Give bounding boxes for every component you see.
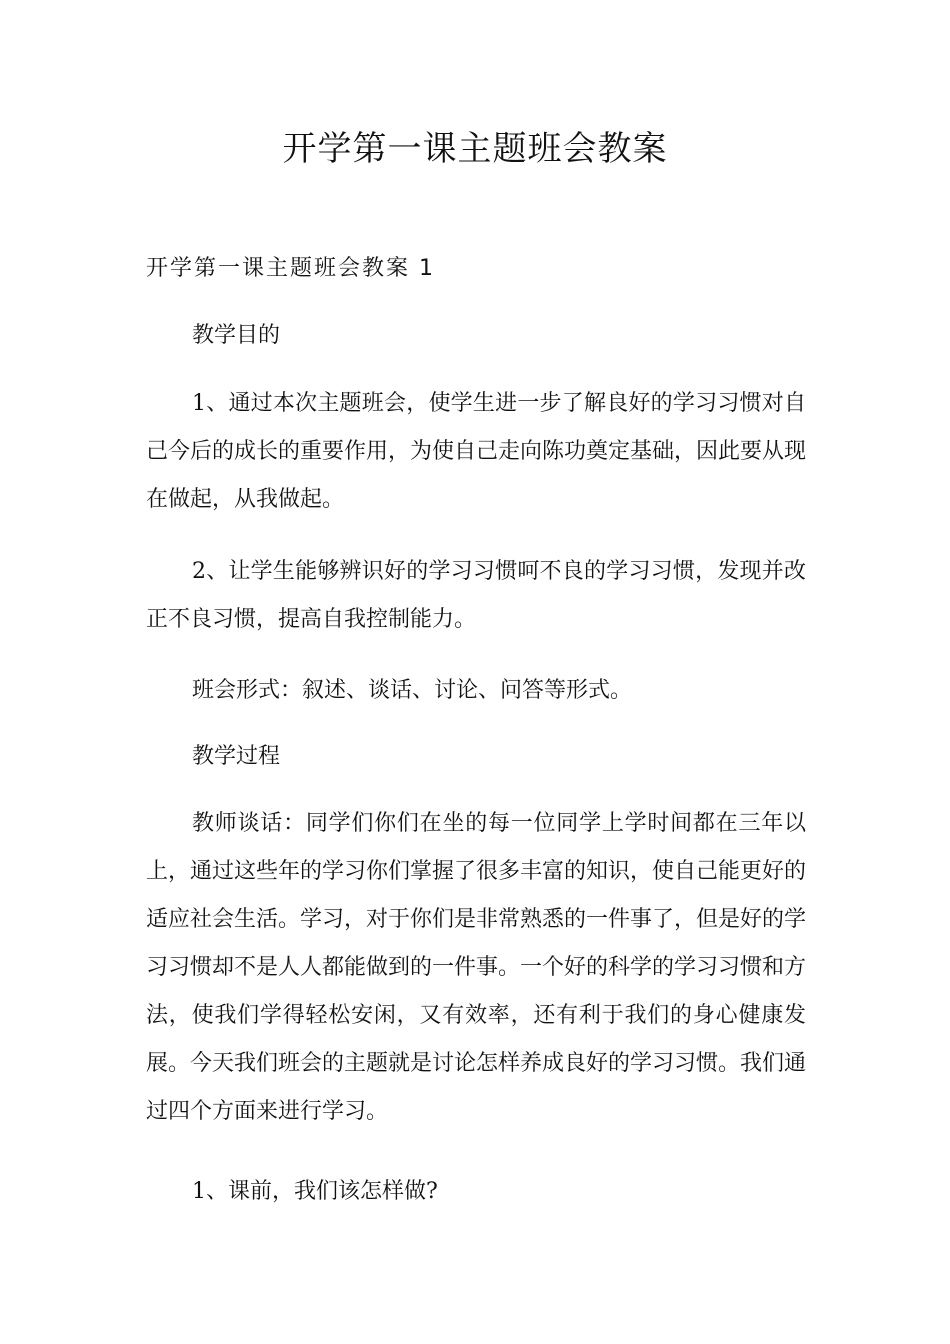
class-meeting-form: 班会形式：叙述、谈话、讨论、问答等形式。 <box>192 678 633 703</box>
document-title: 开学第一课主题班会教案 <box>282 129 668 169</box>
teaching-process-label: 教学过程 <box>192 744 281 769</box>
teaching-goal-2: 2、让学生能够辨识好的学习习惯呵不良的学习习惯，发现并改正不良习惯，提高自我控制能力。 <box>146 559 806 632</box>
step-1-question: 1、课前，我们该怎样做? <box>192 1179 438 1204</box>
teaching-goal-label: 教学目的 <box>192 323 281 348</box>
section-heading: 开学第一课主题班会教案 1 <box>146 256 435 281</box>
teaching-goal-1: 1、通过本次主题班会，使学生进一步了解良好的学习习惯对自己今后的成长的重要作用，为使自己走向陈功奠定基础，因此要从现在做起，从我做起。 <box>146 391 807 512</box>
teacher-talk-paragraph: 教师谈话：同学们你们在坐的每一位同学上学时间都在三年以上，通过这些年的学习你们掌握了很多丰富的知识，使自己能更好的适应社会生活。学习，对于你们是非常熟悉的一件事了，但是好的学习习惯却不是人人都能做到的一件事。一个好的科学的学习习惯和方法，使我们学得轻松安闲，又有效率，还有利于我们的身心健康发展。今天我们班会的主题就是讨论怎样养成良好的学习习惯。我们通过四个方面来进行学习。 <box>146 811 807 1124</box>
